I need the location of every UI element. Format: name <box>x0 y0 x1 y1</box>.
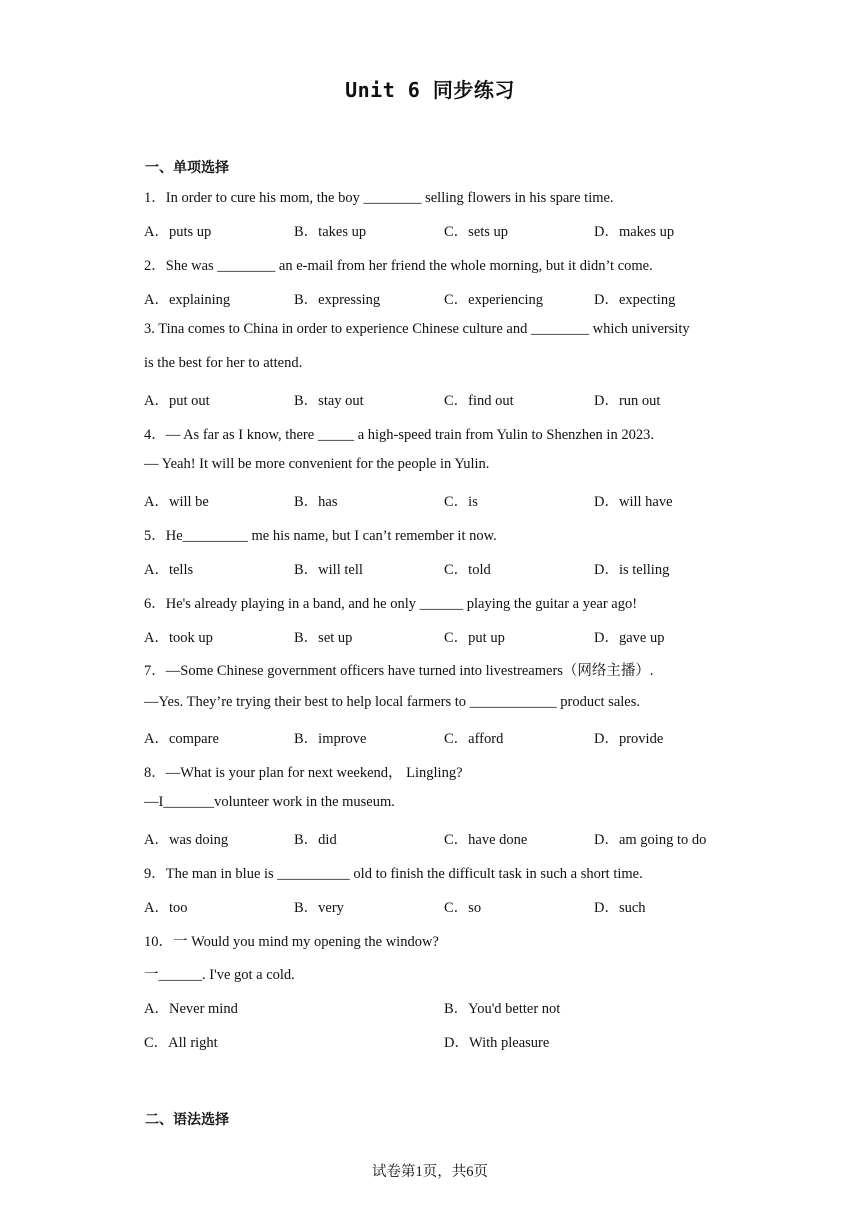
question-9-text: 9．The man in blue is __________ old to finish the difficult task in such a short time. <box>144 866 643 882</box>
question-9-option-d[interactable]: D．such <box>594 900 646 916</box>
question-8-text-line-2: —I_______volunteer work in the museum. <box>144 794 395 810</box>
question-10-text-line-2: 一______. I've got a cold. <box>144 967 295 983</box>
question-6-text: 6．He's already playing in a band, and he only ______ playing the guitar a year ago! <box>144 596 638 612</box>
question-7-option-a[interactable]: A．compare <box>144 731 219 747</box>
question-4-text-line-1: 4．— As far as I know, there _____ a high-speed train from Yulin to Shenzhen in 2023. <box>144 427 654 443</box>
question-6-option-a[interactable]: A．took up <box>144 630 213 646</box>
question-7-option-c[interactable]: C．afford <box>444 731 504 747</box>
question-5-option-a[interactable]: A．tells <box>144 562 194 578</box>
question-9-option-a[interactable]: A．too <box>144 900 188 916</box>
question-1-option-b[interactable]: B．takes up <box>294 224 367 240</box>
question-4-option-d[interactable]: D．will have <box>594 494 673 510</box>
question-8-option-c[interactable]: C．have done <box>444 832 528 848</box>
question-3-text-line-1: 3. Tina comes to China in order to experience Chinese culture and ________ which university <box>144 321 690 337</box>
question-1-option-d[interactable]: D．makes up <box>594 224 675 240</box>
question-8-option-d[interactable]: D．am going to do <box>594 832 707 848</box>
question-4-text-line-2: — Yeah! It will be more convenient for the people in Yulin. <box>144 456 490 472</box>
section-heading-single-choice: 一、单项选择 <box>145 160 229 176</box>
question-4-option-a[interactable]: A．will be <box>144 494 209 510</box>
question-6-option-d[interactable]: D．gave up <box>594 630 665 646</box>
question-7-option-b[interactable]: B．improve <box>294 731 367 747</box>
question-3-text-line-2: is the best for her to attend. <box>144 355 303 371</box>
question-9-option-b[interactable]: B．very <box>294 900 344 916</box>
question-6-option-c[interactable]: C．put up <box>444 630 505 646</box>
question-2-option-d[interactable]: D．expecting <box>594 292 676 308</box>
question-3-option-a[interactable]: A．put out <box>144 393 210 409</box>
question-7-text-line-1: 7．—Some Chinese government officers have turned into livestreamers（网络主播）. <box>144 663 654 679</box>
question-5-option-b[interactable]: B．will tell <box>294 562 363 578</box>
question-1-text: 1．In order to cure his mom, the boy ________ selling flowers in his spare time. <box>144 190 614 206</box>
question-5-option-c[interactable]: C．told <box>444 562 491 578</box>
question-2-option-c[interactable]: C．experiencing <box>444 292 544 308</box>
question-10-option-a[interactable]: A．Never mind <box>144 1001 238 1017</box>
question-3-option-b[interactable]: B．stay out <box>294 393 364 409</box>
question-2-text: 2．She was ________ an e-mail from her friend the whole morning, but it didn’t come. <box>144 258 653 274</box>
question-3-option-c[interactable]: C．find out <box>444 393 514 409</box>
question-8-text-line-1: 8．—What is your plan for next weekend， Lingling? <box>144 765 463 781</box>
question-3-option-d[interactable]: D．run out <box>594 393 661 409</box>
question-1-option-c[interactable]: C．sets up <box>444 224 509 240</box>
question-5-text: 5．He_________ me his name, but I can’t remember it now. <box>144 528 497 544</box>
question-8-option-b[interactable]: B．did <box>294 832 337 848</box>
page-title: Unit 6 同步练习 <box>345 78 515 102</box>
question-2-option-a[interactable]: A．explaining <box>144 292 231 308</box>
question-5-option-d[interactable]: D．is telling <box>594 562 670 578</box>
question-8-option-a[interactable]: A．was doing <box>144 832 229 848</box>
question-4-option-c[interactable]: C．is <box>444 494 478 510</box>
question-4-option-b[interactable]: B．has <box>294 494 338 510</box>
question-10-option-c[interactable]: C．All right <box>144 1035 218 1051</box>
question-7-option-d[interactable]: D．provide <box>594 731 664 747</box>
question-10-option-d[interactable]: D．With pleasure <box>444 1035 550 1051</box>
question-10-text-line-1: 10．一 Would you mind my opening the window? <box>144 934 439 950</box>
section-heading-grammar-choice: 二、语法选择 <box>145 1112 229 1128</box>
question-2-option-b[interactable]: B．expressing <box>294 292 381 308</box>
page-footer: 试卷第1页，共6页 <box>372 1164 488 1180</box>
question-1-option-a[interactable]: A．puts up <box>144 224 212 240</box>
question-9-option-c[interactable]: C．so <box>444 900 482 916</box>
question-6-option-b[interactable]: B．set up <box>294 630 353 646</box>
question-7-text-line-2: —Yes. They’re trying their best to help local farmers to ____________ product sales. <box>144 694 640 710</box>
question-10-option-b[interactable]: B．You'd better not <box>444 1001 561 1017</box>
